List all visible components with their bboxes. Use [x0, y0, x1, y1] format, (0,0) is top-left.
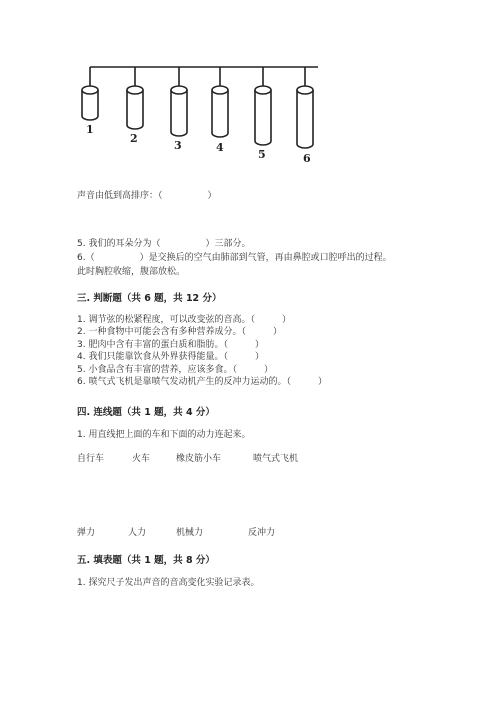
match-question: 1. 用直线把上面的车和下面的动力连起来。	[77, 430, 251, 440]
vehicle-train: 火车	[132, 454, 151, 464]
section-4-title: 四. 连线题（共 1 题，共 4 分）	[77, 407, 215, 418]
tube-label-3: 3	[174, 139, 182, 152]
fill-question-6: 6.（ ）是交换后的空气由肺部到气管，再由鼻腔或口腔呼出的过程。	[77, 253, 392, 263]
tube-label-4: 4	[216, 141, 224, 154]
judge-item: 2. 一种食物中可能会含有多种营养成分。（ ）	[77, 327, 282, 337]
tube-4	[212, 90, 228, 137]
force-mechanical: 机械力	[176, 528, 204, 538]
order-question: 声音由低到高排序：（ ）	[77, 191, 217, 201]
judge-item: 3. 肥肉中含有丰富的蛋白质和脂肪。（ ）	[77, 340, 264, 350]
tube-label-2: 2	[130, 132, 138, 145]
tube-label-5: 5	[258, 148, 266, 161]
tube-6	[297, 90, 313, 148]
judge-item: 1. 调节弦的松紧程度，可以改变弦的音高。（ ）	[77, 315, 291, 325]
force-recoil: 反冲力	[248, 528, 276, 538]
table-question: 1. 探究尺子发出声音的音高变化实验记录表。	[77, 578, 260, 588]
fill-question-6-cont: 此时胸腔收缩，腹部放松。	[77, 267, 186, 277]
vehicle-bicycle: 自行车	[77, 454, 105, 464]
vehicle-jet-plane: 喷气式飞机	[253, 454, 299, 464]
fill-question-5: 5. 我们的耳朵分为（ ）三部分。	[77, 239, 251, 249]
tube-2	[127, 90, 143, 129]
tube-5	[255, 90, 271, 145]
judge-item: 6. 喷气式飞机是靠喷气发动机产生的反冲力运动的。（ ）	[77, 377, 327, 387]
section-5-title: 五. 填表题（共 1 题，共 8 分）	[77, 555, 215, 566]
judge-item: 4. 我们只能靠饮食从外界获得能量。（ ）	[77, 352, 264, 362]
tube-3	[171, 90, 187, 136]
judge-item: 5. 小食品含有丰富的营养，应该多食。（ ）	[77, 365, 273, 375]
force-elastic: 弹力	[77, 528, 96, 538]
force-human: 人力	[128, 528, 147, 538]
tube-label-6: 6	[303, 152, 311, 165]
tubes-figure	[70, 58, 340, 168]
section-3-title: 三. 判断题（共 6 题，共 12 分）	[77, 293, 222, 304]
vehicle-rubber-band-car: 橡皮筋小车	[176, 454, 222, 464]
tube-label-1: 1	[86, 123, 94, 136]
